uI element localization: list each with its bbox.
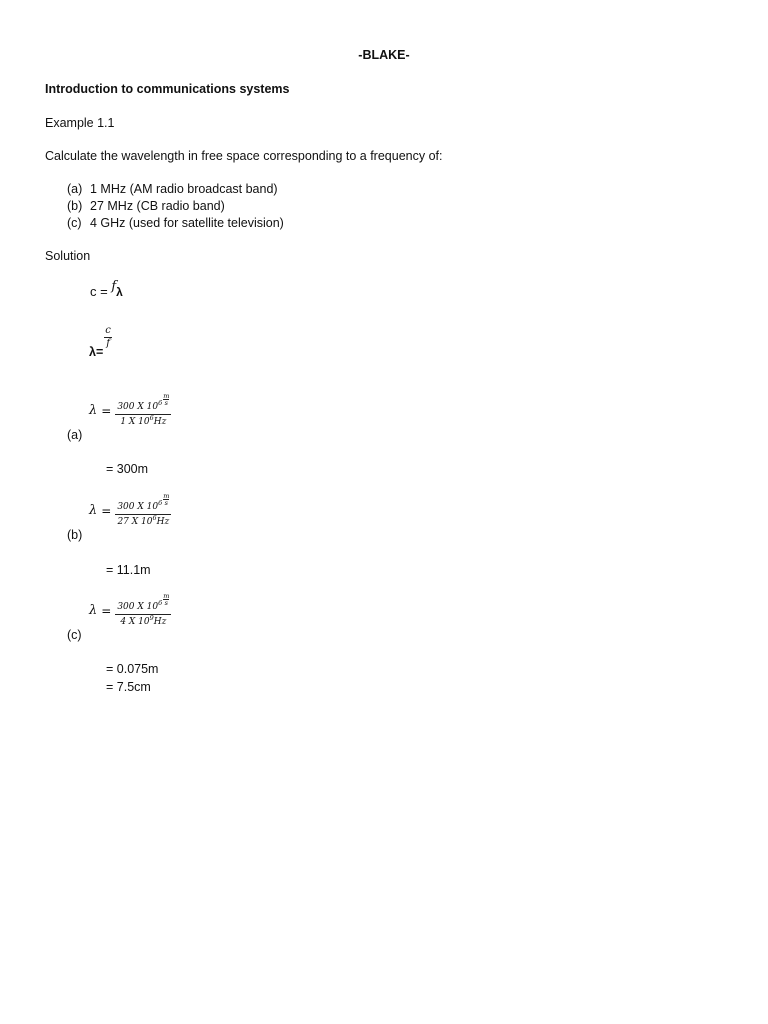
result-c-1: = 0.075m (106, 662, 159, 676)
calc-den-unit: Hz (153, 617, 167, 627)
calc-fraction (115, 593, 171, 628)
calc-den-text: 4 X 10 (120, 617, 150, 627)
formula1-f: f (111, 279, 117, 294)
header-text: -BLAKE- (358, 48, 410, 62)
calc-unit-fraction (163, 593, 169, 606)
calc-den-exp: 6 (152, 514, 157, 522)
calc-num-text: 300 X 10 (117, 402, 159, 412)
list-item-text: 4 GHz (used for satellite television) (90, 216, 284, 230)
result-b: = 11.1m (106, 563, 151, 577)
calc-lambda: λ (89, 503, 98, 518)
calc-num-exp: 6 (158, 399, 163, 407)
calc-unit-fraction (163, 393, 169, 406)
calc-num-exp: 6 (158, 599, 163, 607)
calc-numerator (115, 493, 171, 515)
list-item (67, 216, 284, 230)
part-label-a: (a) (67, 428, 83, 442)
unit-num: m (163, 492, 170, 500)
formula2-den: f (106, 338, 110, 349)
question-text: Calculate the wavelength in free space corresponding to a frequency of: (45, 149, 443, 163)
calc-lambda: λ (89, 403, 98, 418)
calc-num-exp: 6 (158, 499, 163, 507)
calc-num-text: 300 X 10 (117, 502, 159, 512)
list-item-label: (b) (67, 199, 83, 213)
calc-unit-fraction (163, 493, 169, 506)
formula2-num: c (105, 325, 111, 336)
calculation-c (89, 593, 171, 628)
list-item-label: (a) (67, 182, 83, 196)
unit-den: s (164, 599, 168, 607)
example-title: Example 1.1 (45, 116, 115, 130)
unit-num: m (163, 392, 170, 400)
formula-speed-of-light (90, 279, 123, 300)
list-item (67, 182, 278, 196)
calc-fraction (115, 493, 171, 528)
part-label-c: (c) (67, 628, 82, 642)
part-label-b: (b) (67, 528, 83, 542)
page-header (0, 48, 768, 62)
calc-denominator (115, 415, 171, 428)
calc-den-exp: 6 (149, 414, 154, 422)
unit-den: s (164, 499, 168, 507)
list-item-label: (c) (67, 216, 82, 230)
solution-label: Solution (45, 249, 91, 263)
calc-fraction (115, 393, 171, 428)
calc-denominator (115, 615, 171, 628)
calc-equals: = (101, 503, 112, 518)
calc-den-text: 1 X 10 (120, 417, 150, 427)
list-item (67, 199, 225, 213)
calc-den-text: 27 X 10 (117, 517, 153, 527)
calc-numerator (115, 393, 171, 415)
calc-den-unit: Hz (153, 417, 167, 427)
result-a: = 300m (106, 462, 149, 476)
calc-num-text: 300 X 10 (117, 602, 159, 612)
list-item-text: 27 MHz (CB radio band) (90, 199, 225, 213)
calc-numerator (115, 593, 171, 615)
calculation-a (89, 393, 171, 428)
formula2-fraction (104, 325, 112, 350)
calc-den-exp: 9 (149, 614, 154, 622)
unit-den: s (164, 399, 168, 407)
section-title: Introduction to communications systems (45, 82, 290, 96)
calc-equals: = (101, 403, 112, 418)
calc-den-unit: Hz (156, 517, 170, 527)
formula1-lhs: c = (90, 284, 108, 299)
calc-lambda: λ (89, 603, 98, 618)
formula-wavelength (89, 325, 112, 359)
calc-denominator (115, 515, 171, 528)
calc-equals: = (101, 603, 112, 618)
formula1-lambda: λ (116, 285, 123, 299)
calculation-b (89, 493, 171, 528)
list-item-text: 1 MHz (AM radio broadcast band) (90, 182, 278, 196)
result-c-2: = 7.5cm (106, 680, 151, 694)
formula2-lhs: λ= (89, 345, 104, 359)
unit-num: m (163, 592, 170, 600)
